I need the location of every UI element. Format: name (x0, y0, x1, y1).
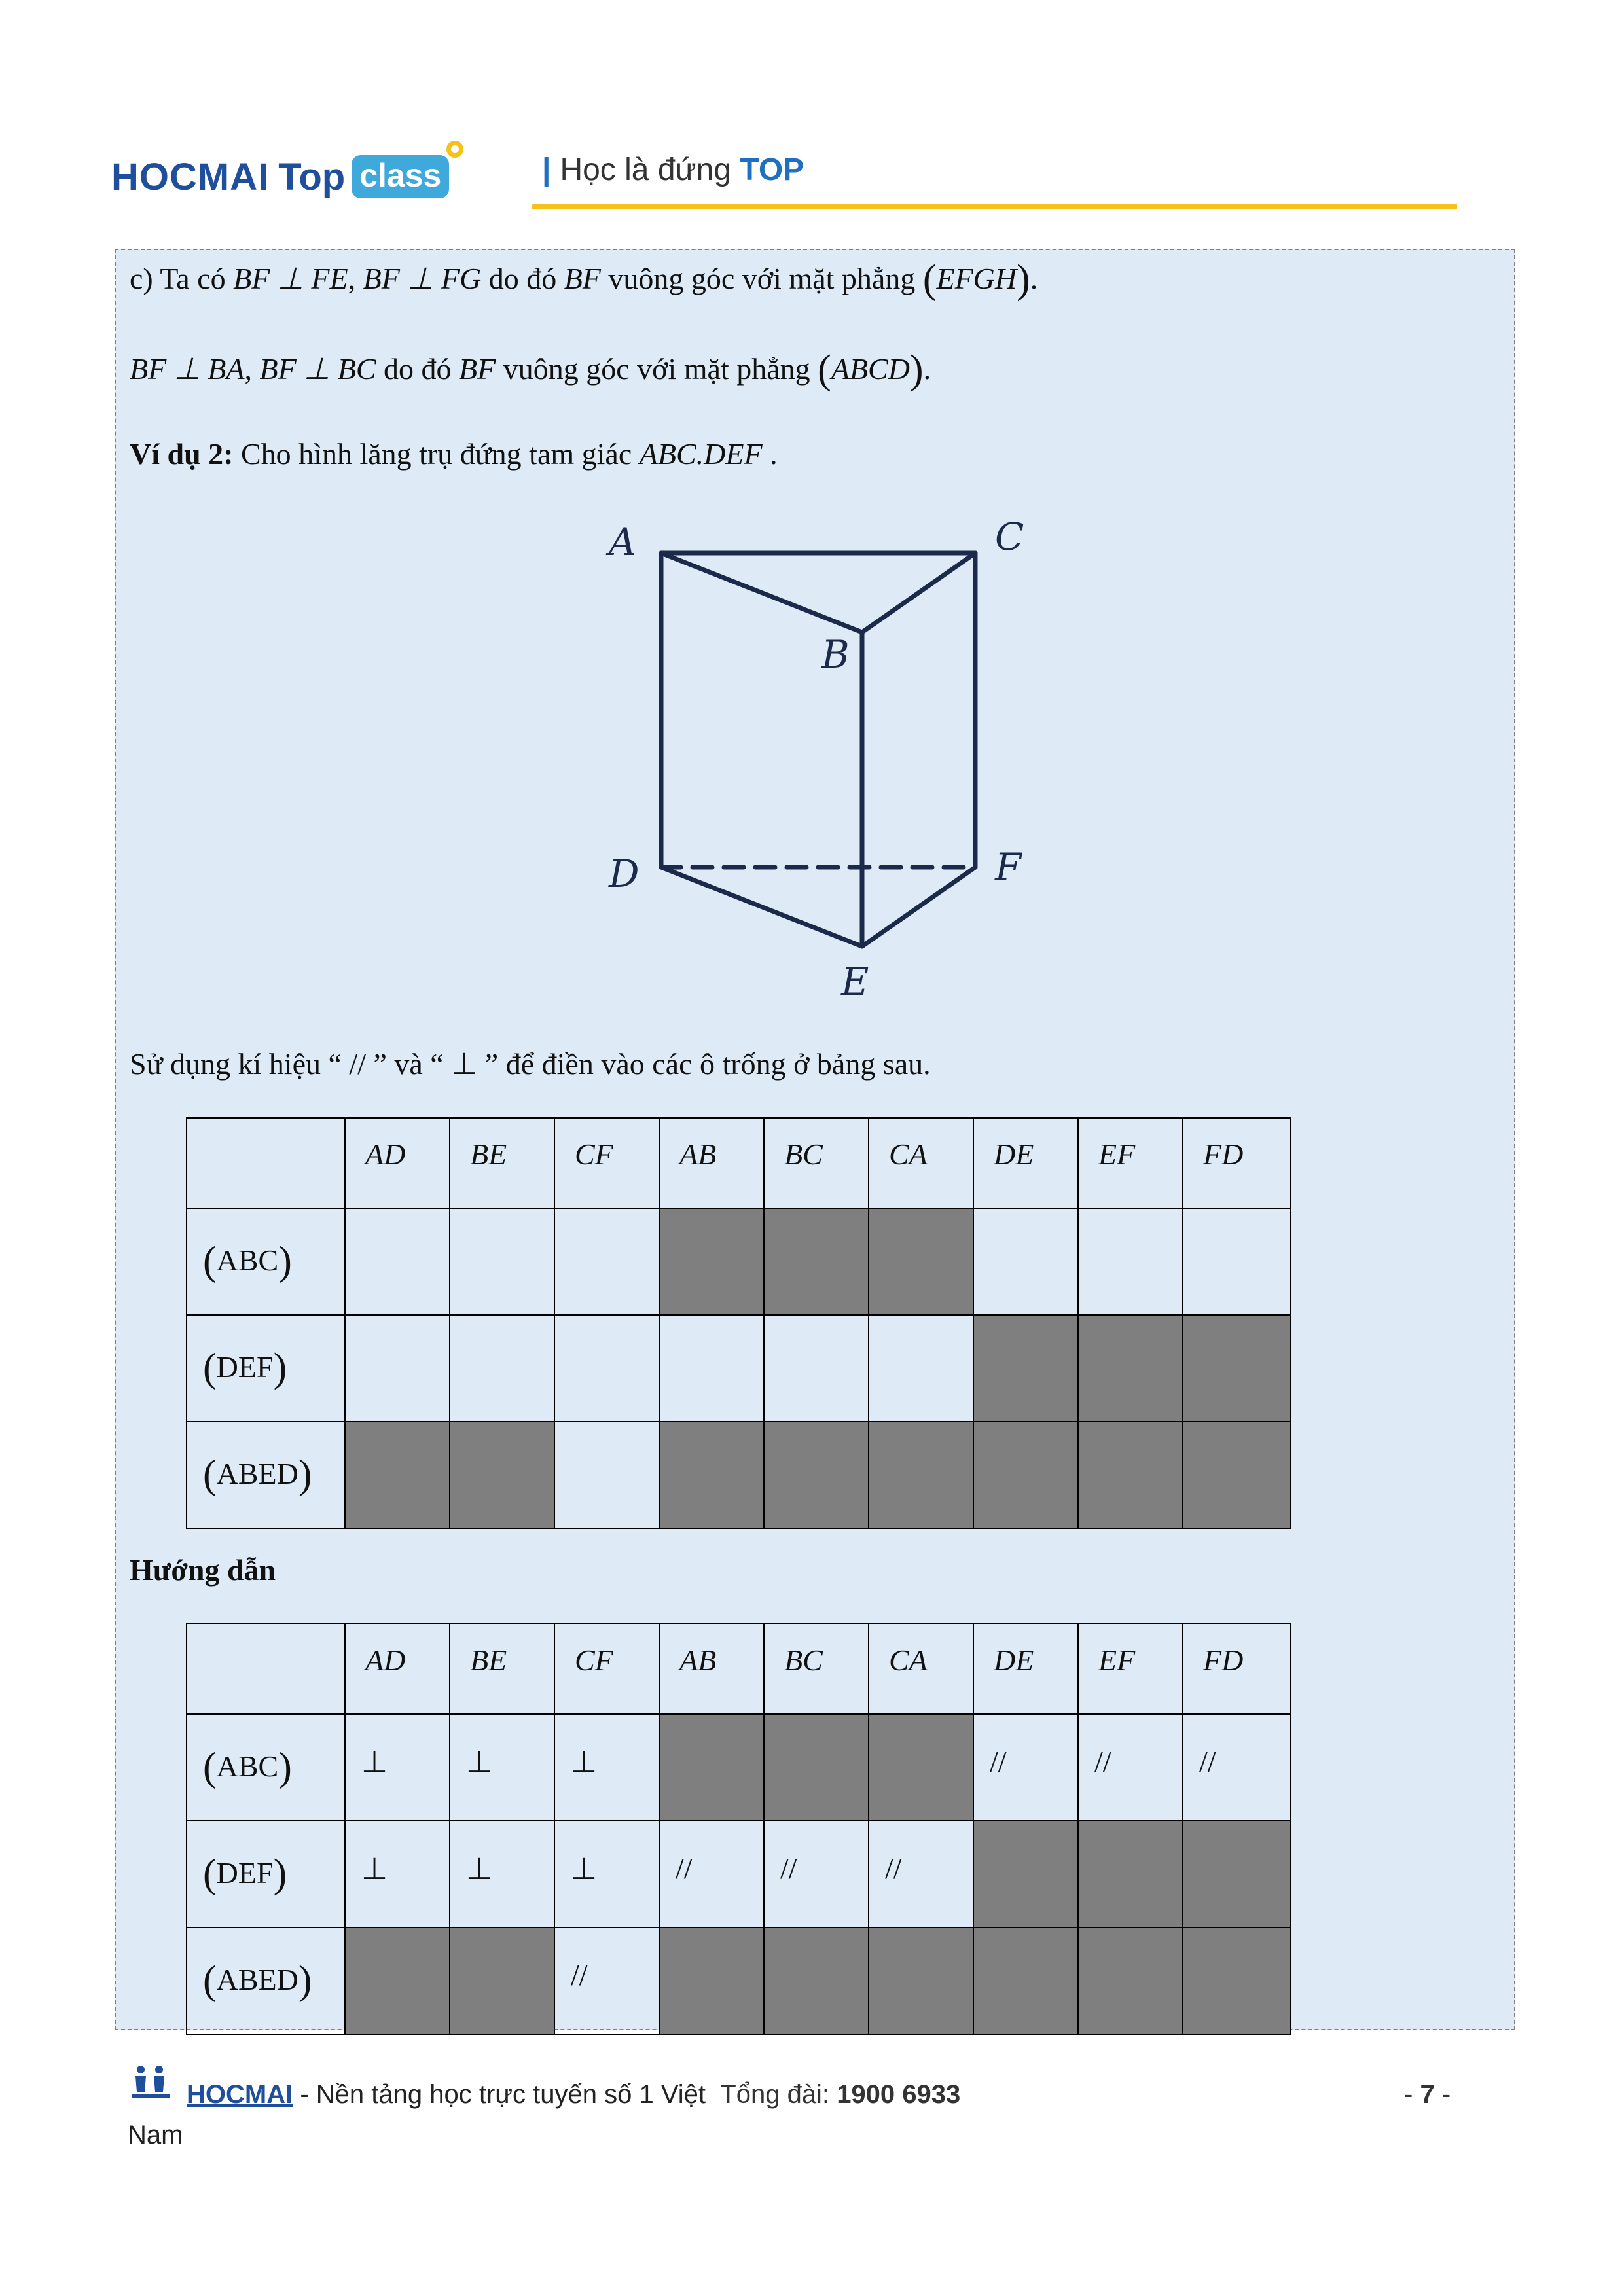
gear-icon (446, 141, 463, 158)
question-answer-cell (554, 1422, 659, 1528)
answer-cell-value: // (1094, 1745, 1111, 1778)
answer-answer-cell (345, 1714, 450, 1821)
part-c-line-1: c) Ta có BF ⊥ FE, BF ⊥ FG do đó BF vuông góc với mặt phẳng (EFGH). (130, 257, 1038, 302)
answer-cell-value: // (780, 1852, 797, 1885)
question-shaded-cell (764, 1208, 869, 1315)
question-column-label: CA (889, 1138, 928, 1171)
question-shaded-cell (1183, 1422, 1290, 1528)
example-label: Ví dụ 2: (130, 437, 234, 471)
question-plane-label: (ABC) (203, 1239, 292, 1283)
question-answer-cell (450, 1208, 554, 1315)
header-underline (532, 204, 1457, 209)
segment-bf: BF (564, 262, 601, 295)
question-column-label: EF (1098, 1138, 1136, 1171)
question-row-header (187, 1422, 345, 1528)
question-answer-cell (659, 1315, 764, 1422)
comma: , (244, 352, 252, 386)
logo-class-text: class (359, 157, 442, 194)
footer-hotline-label: Tổng đài: (720, 2080, 830, 2109)
question-answer-cell (345, 1208, 450, 1315)
answer-shaded-cell (764, 1928, 869, 2034)
question-cell-value (450, 1209, 554, 1238)
question-column-header (869, 1118, 973, 1208)
answer-column-label: BE (470, 1643, 507, 1677)
page-number (1404, 2080, 1451, 2109)
answer-answer-cell (554, 1821, 659, 1928)
comma: , (348, 262, 356, 295)
answer-answer-cell (450, 1714, 554, 1821)
answer-answer-cell (450, 1821, 554, 1928)
footer-text (187, 2080, 960, 2109)
answer-column-label: CA (889, 1643, 928, 1677)
question-column-header (450, 1118, 554, 1208)
answer-cell-value: // (676, 1852, 693, 1885)
answer-answer-cell (973, 1714, 1078, 1821)
question-cell-value (1079, 1209, 1182, 1238)
question-row (187, 1315, 1290, 1422)
question-answer-cell (1183, 1208, 1290, 1315)
question-shaded-cell (869, 1208, 973, 1315)
question-plane-label: (DEF) (203, 1346, 287, 1390)
question-answer-cell (554, 1208, 659, 1315)
hocmai-topclass-logo (111, 147, 449, 206)
question-shaded-cell (764, 1422, 869, 1528)
question-shaded-cell (1078, 1315, 1183, 1422)
answer-plane-label: (ABC) (203, 1745, 292, 1789)
answer-shaded-cell (764, 1714, 869, 1821)
question-answer-cell (869, 1315, 973, 1422)
edge-de (661, 867, 862, 946)
answer-answer-cell (659, 1821, 764, 1928)
answer-column-header (1078, 1624, 1183, 1714)
part-c-tail: vuông góc với mặt phẳng (503, 352, 810, 386)
question-plane-label: (ABED) (203, 1452, 312, 1497)
question-table (186, 1117, 1291, 1529)
answer-column-label: AB (679, 1643, 717, 1677)
answer-shaded-cell (869, 1928, 973, 2034)
answer-cell-value: ⊥ (466, 1746, 493, 1779)
logo-class-badge (352, 155, 449, 198)
question-cell-value (450, 1316, 554, 1345)
vertex-label-e: E (841, 960, 869, 1004)
answer-column-label: AD (365, 1643, 406, 1677)
answer-shaded-cell (1078, 1821, 1183, 1928)
answer-row-header (187, 1714, 345, 1821)
logo-hocmai-text: HOCMAI (111, 155, 270, 198)
question-cell-value (346, 1209, 449, 1238)
question-corner-cell (187, 1118, 345, 1208)
vertex-label-b: B (821, 632, 850, 677)
question-row (187, 1208, 1290, 1315)
question-cell-value (660, 1316, 763, 1345)
answer-shaded-cell (450, 1928, 554, 2034)
vertex-label-a: A (609, 520, 636, 564)
answer-answer-cell (345, 1821, 450, 1928)
edge-bc (862, 553, 975, 632)
part-c-prefix: c) Ta có (130, 262, 226, 295)
question-answer-cell (764, 1315, 869, 1422)
answer-answer-cell (869, 1821, 973, 1928)
answer-column-header (973, 1624, 1078, 1714)
question-plane-name: ABED (216, 1457, 298, 1490)
answer-plane-label: (ABED) (203, 1958, 312, 2003)
instruction-text: Sử dụng kí hiệu “ // ” và “ ⊥ ” để điền vào các ô trống ở bảng sau. (130, 1047, 931, 1081)
part-c-mid: do đó (384, 352, 452, 386)
question-shaded-cell (869, 1422, 973, 1528)
answer-row-header (187, 1928, 345, 2034)
answer-answer-cell (1078, 1714, 1183, 1821)
answer-cell-value: ⊥ (466, 1852, 493, 1886)
answer-shaded-cell (869, 1714, 973, 1821)
question-column-header (1183, 1118, 1290, 1208)
answer-shaded-cell (345, 1928, 450, 2034)
question-shaded-cell (659, 1208, 764, 1315)
question-cell-value (1183, 1209, 1290, 1238)
answer-shaded-cell (1078, 1928, 1183, 2034)
vertex-label-c: C (995, 514, 1024, 559)
footer-slogan: - Nền tảng học trực tuyến số 1 Việt (293, 2080, 706, 2109)
question-cell-value (346, 1316, 449, 1345)
tagline-divider: | (542, 152, 551, 187)
answer-shaded-cell (659, 1928, 764, 2034)
guide-heading (130, 1552, 276, 1587)
answer-column-label: DE (994, 1643, 1034, 1677)
part-c-tail: vuông góc với mặt phẳng (608, 262, 916, 295)
relation-bf-ba: BF ⊥ BA (130, 352, 245, 386)
answer-shaded-cell (973, 1928, 1078, 2034)
footer-brand-link[interactable]: HOCMAI (187, 2080, 293, 2109)
answer-column-header (345, 1624, 450, 1714)
answer-shaded-cell (659, 1714, 764, 1821)
answer-cell-value: // (885, 1852, 902, 1885)
question-row-header (187, 1208, 345, 1315)
vertex-label-f: F (995, 845, 1022, 889)
question-shaded-cell (973, 1315, 1078, 1422)
question-cell-value (555, 1316, 659, 1345)
answer-column-label: BC (784, 1643, 823, 1677)
guide-label: Hướng dẫn (130, 1553, 276, 1587)
answer-plane-name: ABC (216, 1749, 279, 1783)
answer-column-header (659, 1624, 764, 1714)
question-cell-value (555, 1422, 659, 1452)
tagline-top: TOP (740, 152, 804, 187)
prism-figure (589, 504, 1047, 1014)
answer-answer-cell (764, 1821, 869, 1928)
answer-cell-value: ⊥ (361, 1852, 388, 1886)
question-plane-name: DEF (216, 1350, 274, 1384)
answer-cell-value: ⊥ (571, 1852, 598, 1886)
question-column-label: BE (470, 1138, 507, 1171)
question-shaded-cell (659, 1422, 764, 1528)
plane-abcd: ABCD (831, 352, 910, 386)
example-2-statement (130, 437, 778, 471)
footer-text-line-2: Nam (128, 2121, 183, 2149)
question-column-header (973, 1118, 1078, 1208)
question-column-label: CF (575, 1138, 613, 1171)
period: . (923, 352, 931, 386)
answer-column-label: EF (1098, 1643, 1136, 1677)
answer-shaded-cell (1183, 1928, 1290, 2034)
question-shaded-cell (345, 1422, 450, 1528)
footer-hotline-number: 1900 6933 (837, 2080, 961, 2109)
page-number-value: 7 (1420, 2080, 1435, 2109)
answer-row (187, 1821, 1290, 1928)
answer-column-header (554, 1624, 659, 1714)
answer-cell-value: ⊥ (361, 1746, 388, 1779)
answer-plane-name: DEF (216, 1856, 274, 1890)
example-text: Cho hình lăng trụ đứng tam giác (240, 437, 632, 471)
answer-row (187, 1928, 1290, 2034)
period: . (1030, 262, 1038, 295)
prism-name: ABC.DEF (639, 437, 763, 471)
question-cell-value (555, 1209, 659, 1238)
period: . (770, 437, 778, 471)
answer-answer-cell (554, 1928, 659, 2034)
edge-ab (661, 553, 862, 632)
question-column-label: AD (365, 1138, 406, 1171)
part-c-mid: do đó (488, 262, 557, 295)
question-column-label: AB (679, 1138, 717, 1171)
question-shaded-cell (973, 1422, 1078, 1528)
answer-cell-value: // (571, 1958, 588, 1992)
plane-efgh: EFGH (936, 262, 1017, 295)
relation-bf-fg: BF ⊥ FG (363, 262, 482, 295)
question-column-header (345, 1118, 450, 1208)
answer-answer-cell (1183, 1714, 1290, 1821)
question-column-label: DE (994, 1138, 1034, 1171)
question-column-header (659, 1118, 764, 1208)
answer-answer-cell (554, 1714, 659, 1821)
question-column-header (764, 1118, 869, 1208)
header-tagline (542, 152, 804, 188)
question-shaded-cell (1078, 1422, 1183, 1528)
question-column-label: BC (784, 1138, 823, 1171)
question-cell-value (765, 1316, 868, 1345)
question-cell-value (869, 1316, 973, 1345)
answer-cell-value: ⊥ (571, 1746, 598, 1779)
answer-table (186, 1623, 1291, 2035)
page-dash-left: - (1404, 2080, 1413, 2109)
relation-bf-fe: BF ⊥ FE (233, 262, 348, 295)
relation-bf-bc: BF ⊥ BC (259, 352, 376, 386)
answer-column-label: FD (1203, 1643, 1244, 1677)
answer-column-header (869, 1624, 973, 1714)
question-row (187, 1422, 1290, 1528)
question-answer-cell (450, 1315, 554, 1422)
answer-plane-label: (DEF) (203, 1852, 287, 1896)
page-dash-right: - (1441, 2080, 1451, 2109)
logo-top-text: Top (278, 155, 346, 198)
question-answer-cell (1078, 1208, 1183, 1315)
question-column-header (554, 1118, 659, 1208)
answer-cell-value: // (1199, 1745, 1216, 1778)
question-cell-value (974, 1209, 1077, 1238)
answer-column-header (764, 1624, 869, 1714)
question-column-label: FD (1203, 1138, 1244, 1171)
question-answer-cell (554, 1315, 659, 1422)
answer-corner-cell (187, 1624, 345, 1714)
vertex-label-d: D (609, 852, 640, 896)
question-row-header (187, 1315, 345, 1422)
tagline-text: Học là đứng (560, 152, 732, 187)
question-answer-cell (345, 1315, 450, 1422)
question-shaded-cell (1183, 1315, 1290, 1422)
answer-row (187, 1714, 1290, 1821)
answer-cell-value: // (990, 1745, 1007, 1778)
answer-shaded-cell (1183, 1821, 1290, 1928)
question-column-header (1078, 1118, 1183, 1208)
question-plane-name: ABC (216, 1244, 279, 1277)
answer-row-header (187, 1821, 345, 1928)
hocmai-footer-icon (128, 2062, 173, 2101)
answer-column-header (1183, 1624, 1290, 1714)
edge-ef (862, 867, 975, 946)
question-answer-cell (973, 1208, 1078, 1315)
answer-plane-name: ABED (216, 1963, 298, 1996)
segment-bf: BF (459, 352, 496, 386)
question-shaded-cell (450, 1422, 554, 1528)
part-c-line-2: BF ⊥ BA, BF ⊥ BC do đó BF vuông góc với mặt phẳng (ABCD). (130, 348, 931, 392)
answer-shaded-cell (973, 1821, 1078, 1928)
answer-column-header (450, 1624, 554, 1714)
answer-column-label: CF (575, 1643, 613, 1677)
